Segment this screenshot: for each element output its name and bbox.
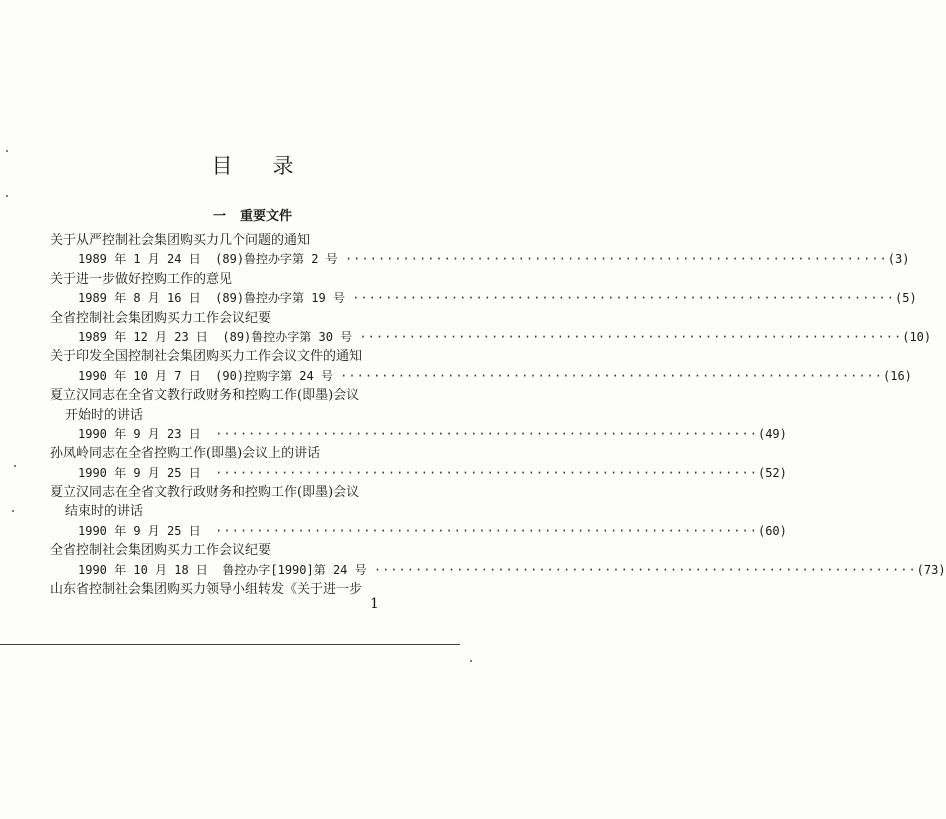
table-of-contents <box>50 231 946 599</box>
toc-entry-date-line <box>50 250 910 269</box>
toc-entry-page-number: (60) <box>757 523 787 538</box>
toc-entry-date-and-doc-number: 1990 年 9 月 23 日 <box>78 426 216 441</box>
toc-entry-page-number: (73) <box>916 562 946 577</box>
toc-entry-title: 山东省控制社会集团购买力领导小组转发《关于进一步 <box>50 582 363 598</box>
page-title: 目录 <box>211 154 334 178</box>
toc-entry-page-number: (52) <box>757 465 787 480</box>
toc-entry <box>50 580 464 599</box>
toc-entry-page-number: (49) <box>757 426 787 441</box>
toc-entry-date-line <box>50 367 912 386</box>
leader-dots: ·································································· <box>340 368 883 383</box>
toc-entry-date-and-doc-number: 1990 年 10 月 7 日 (90)控购字第 24 号 <box>78 368 341 383</box>
toc-entry <box>50 386 787 444</box>
toc-entry-date-and-doc-number: 1989 年 12 月 23 日 (89)鲁控办字第 30 号 <box>78 329 360 344</box>
toc-entry-title-continued: 结束时的讲话 <box>65 504 144 520</box>
toc-entry <box>50 483 787 541</box>
toc-entry-title: 夏立汉同志在全省文教行政财务和控购工作(即墨)会议 <box>50 388 360 404</box>
toc-entry-title: 夏立汉同志在全省文教行政财务和控购工作(即墨)会议 <box>50 485 360 501</box>
toc-entry-page-number: (3) <box>887 252 910 267</box>
toc-entry-title: 全省控制社会集团购买力工作会议纪要 <box>50 310 272 326</box>
leader-dots: ·································································· <box>373 562 917 577</box>
leader-dots: ·································································· <box>344 252 888 267</box>
section-number: 一 <box>212 209 226 224</box>
toc-entry-title: 孙凤岭同志在全省控购工作(即墨)会议上的讲话 <box>50 446 321 462</box>
page-bottom-rule <box>0 644 460 645</box>
toc-entry-page-number: (5) <box>895 291 917 306</box>
toc-entry-page-number: (16) <box>883 368 912 383</box>
leader-dots: ·································································· <box>359 329 903 344</box>
toc-entry-date-line <box>50 425 787 444</box>
toc-entry-date-line <box>50 289 917 308</box>
toc-entry-date-line <box>50 561 946 580</box>
toc-entry-title: 关于从严控制社会集团购买力几个问题的通知 <box>50 233 311 248</box>
toc-entry-date-and-doc-number: 1990 年 9 月 25 日 <box>78 523 216 538</box>
toc-entry-date-line <box>50 522 787 541</box>
toc-entry-date-and-doc-number: 1990 年 9 月 25 日 <box>78 465 216 480</box>
toc-entry-date-line <box>50 464 787 483</box>
toc-entry <box>50 231 910 270</box>
toc-entry-date-line <box>50 328 932 347</box>
leader-dots: ·································································· <box>215 523 758 538</box>
toc-entry-title: 全省控制社会集团购买力工作会议纪要 <box>50 543 272 559</box>
toc-entry-page-number: (10) <box>902 329 932 344</box>
toc-entry <box>50 309 932 348</box>
toc-entry <box>50 347 912 386</box>
toc-entry <box>50 444 787 483</box>
toc-entry-date-and-doc-number: 1989 年 8 月 16 日 (89)鲁控办字第 19 号 <box>78 291 353 306</box>
toc-entry-title-continued: 开始时的讲话 <box>65 407 144 423</box>
section-label: 重要文件 <box>240 209 293 224</box>
toc-entry-date-and-doc-number: 1990 年 10 月 18 日 鲁控办字[1990]第 24 号 <box>78 562 374 577</box>
section-heading <box>0 205 505 224</box>
leader-dots: ·································································· <box>215 465 758 480</box>
leader-dots: ·································································· <box>352 291 895 306</box>
toc-entry-title: 关于进一步做好控购工作的意见 <box>50 271 233 287</box>
toc-entry <box>50 541 946 580</box>
toc-entry-date-and-doc-number: 1989 年 1 月 24 日 (89)鲁控办字第 2 号 <box>78 252 345 267</box>
page-number: 1 <box>370 596 379 612</box>
leader-dots: ·································································· <box>215 426 758 441</box>
toc-entry-title: 关于印发全国控制社会集团购买力工作会议文件的通知 <box>50 349 363 365</box>
toc-entry <box>50 270 917 309</box>
